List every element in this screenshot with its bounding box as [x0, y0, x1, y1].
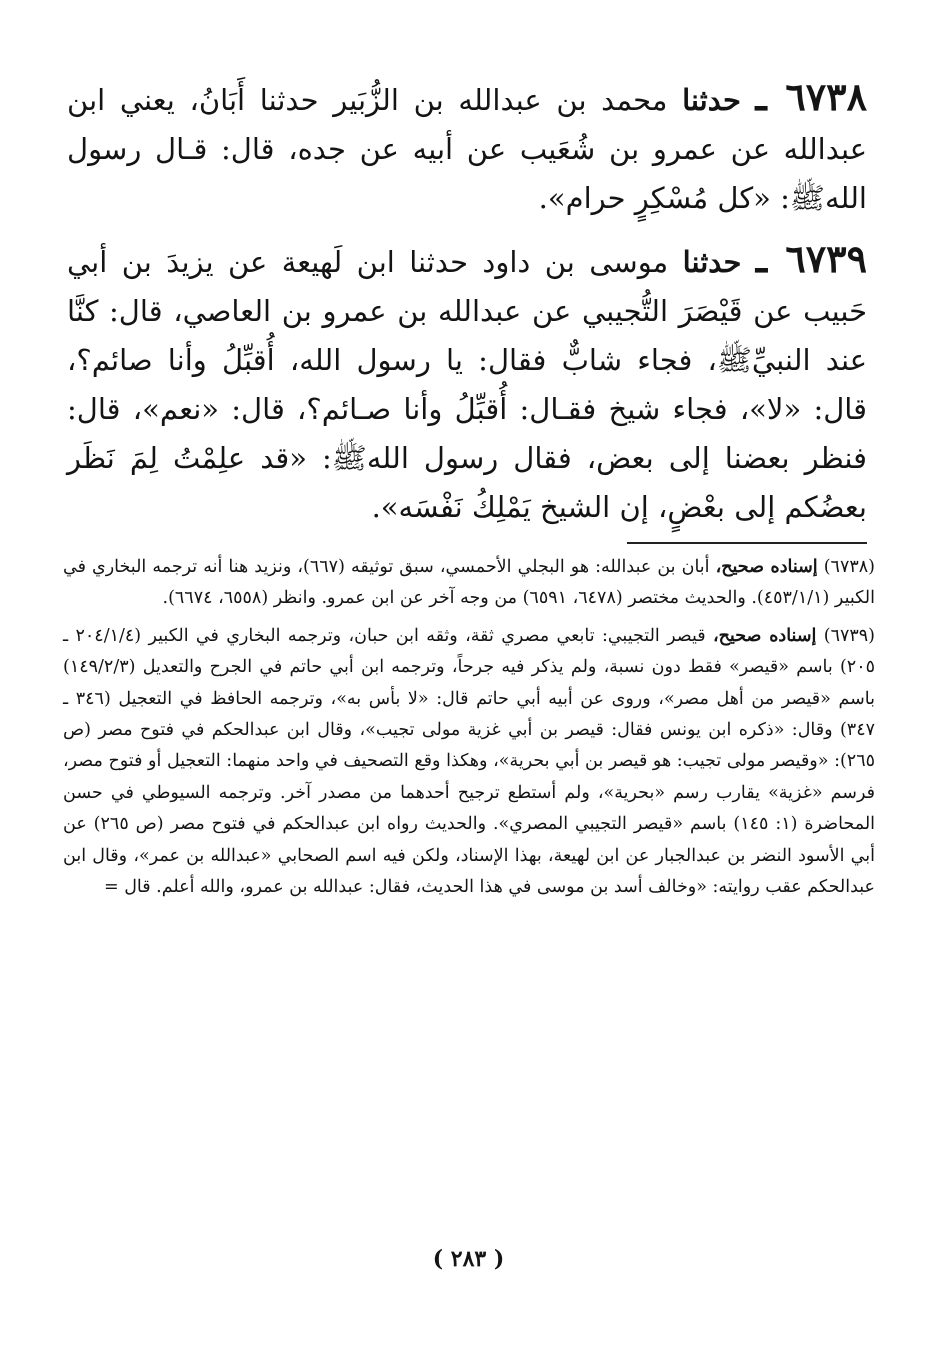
- hadith-text: موسى بن داود حدثنا ابن لَهيعة عن يزيدَ بن أبي حَبيب عن قَيْصَرَ التُّجيبي عن عبدالله بن عمرو بن العاصي، قال: كنَّا عند النبيِّﷺ، فجاء شابٌّ فقال: يا رسول الله، أُقبِّلُ وأنا صائم؟، قال: «لا»، فجاء شيخ فقـال: أُقبِّلُ وأنا صـائم؟، قال: «نعم»، قال: فنظر بعضنا إلى بعض، فقال رسول اللهﷺ: «قد علِمْتُ لِمَ نَظَر بعضُكم إلى بعْضٍ، إن الشيخ يَمْلِكُ نَفْسَه».: [67, 245, 867, 524]
- footnote-lead: إسناده صحيح،: [712, 625, 817, 646]
- footnote-ref: (٦٧٣٨): [823, 557, 875, 577]
- footnote-text: أبان بن عبدالله: هو البجلي الأحمسي، سبق توثيقه (٦٦٧)، ونزيد هنا أنه ترجمه البخاري في الكبير (٤٥٣/١/١). والحديث مختصر (٦٤٧٨، ٦٥٩١) من وجه آخر عن ابن عمرو. وانظر (٦٥٥٨، ٦٦٧٤).: [63, 557, 875, 609]
- hadith-number: ٦٧٣٨ ـ: [755, 74, 867, 119]
- footnote-text: قيصر التجيبي: تابعي مصري ثقة، وثقه ابن حبان، وترجمه البخاري في الكبير (٢٠٤/١/٤ ـ ٢٠٥) باسم «قيصر» فقط دون نسبة، ولم يذكر فيه جرحاً، وترجمه ابن أبي حاتم في الجرح والتعديل (١٤٩/٢/٣) باسم «قيصر من أهل مصر»، وروى عن أبيه أبي حاتم قال: «لا بأس به»، وترجمه الحافظ في التعجيل (٣٤٦ ـ ٣٤٧) وقال: «ذكره ابن يونس فقال: قيصر بن أبي غزية مولى تجيب»، وقال ابن عبدالحكم في فتوح مصر (ص ٢٦٥): «وقيصر مولى تجيب: هو قيصر بن أبي بحرية»، وهكذا وقع التصحيف في واحد منهما: التعجيل أو فتوح مصر، فرسم «غزية» يقارب رسم «بحرية»، ولم أستطع ترجيح أحدهما من مصدر آخر. وترجمه السيوطي في حسن المحاضرة (١: ١٤٥) باسم «قيصر التجيبي المصري». والحديث رواه ابن عبدالحكم في فتوح مصر (ص ٢٦٥) عن أبي الأسود النضر بن عبدالجبار عن ابن لهيعة، بهذا الإسناد، ولكن فيه اسم الصحابي «عبدالله بن عمر»، وقال ابن عبدالحكم عقب روايته: «وخالف أسد بن موسى في هذا الحديث، فقال: عبدالله بن عمرو، والله أعلم. قال =: [63, 625, 876, 898]
- hadith-number: ٦٧٣٩ ـ: [755, 236, 867, 281]
- hadith-6738: [67, 72, 867, 223]
- hadith-text: محمد بن عبدالله بن الزُّبَير حدثنا أَبَانُ، يعني ابن عبدالله عن عمرو بن شُعَيب عن أبيه عن جده، قال: قـال رسول اللهﷺ: «كل مُسْكِرٍ حرام».: [67, 83, 867, 215]
- page-number: ( ٢٨٣ ): [432, 1246, 505, 1272]
- footnote-ref: (٦٧٣٩): [823, 625, 875, 646]
- footnotes: [63, 552, 875, 909]
- footnote-separator: [627, 542, 867, 544]
- hadith-6739: [67, 234, 867, 532]
- footnote-lead: إسناده صحيح،: [715, 557, 818, 577]
- footnote-6739: [63, 621, 875, 904]
- hadith-lead: حدثنا: [682, 245, 742, 279]
- hadith-lead: حدثنا: [682, 83, 741, 117]
- footnote-6738: [63, 552, 875, 615]
